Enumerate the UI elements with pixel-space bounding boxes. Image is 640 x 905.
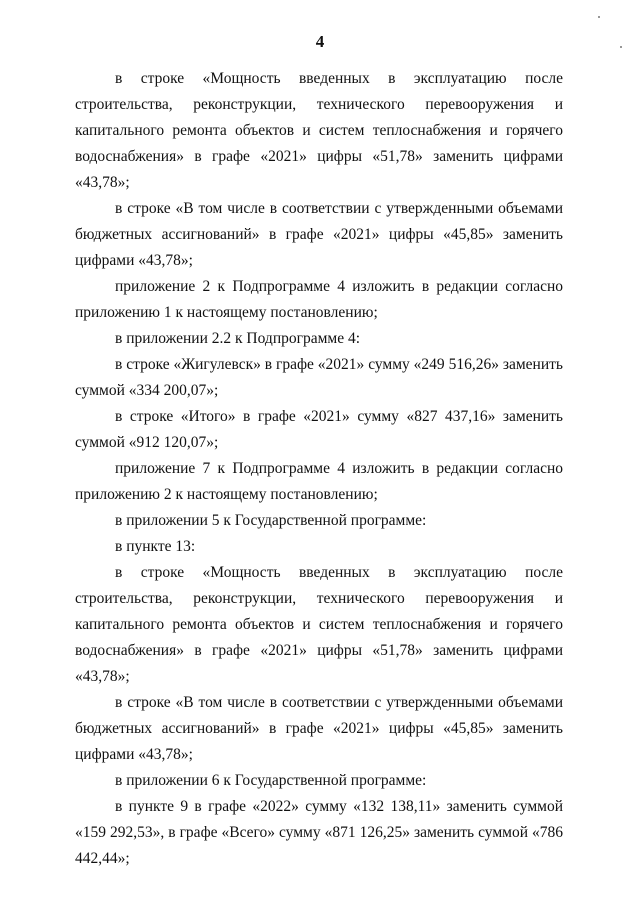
paragraph-13: в пункте 9 в графе «2022» сумму «132 138,11» заменить суммой «159 292,53», в графе «Всего» сумму «871 126,25» заменить суммой «786 442,44»; [75,798,563,867]
scan-speck-right [620,46,622,48]
document-body [75,66,563,872]
paragraph-8: в приложении 5 к Государственной программе: [115,512,427,529]
paragraph-10: в строке «Мощность введенных в эксплуатацию после строительства, реконструкции, технического перевооружения и капитального ремонта объектов и систем теплоснабжения и горячего водоснабжения» в графе «2021» цифры «51,78» заменить цифрами «43,78»; [75,564,563,685]
scan-speck-top-right [598,16,600,18]
paragraph-2: в строке «В том числе в соответствии с утвержденными объемами бюджетных ассигнований» в графе «2021» цифры «45,85» заменить цифрами «43,78»; [75,200,563,269]
page-number: 4 [315,32,325,51]
paragraph-4: в приложении 2.2 к Подпрограмме 4: [115,330,361,347]
paragraph-12: в приложении 6 к Государственной программе: [115,772,427,789]
paragraph-11: в строке «В том числе в соответствии с утвержденными объемами бюджетных ассигнований» в графе «2021» цифры «45,85» заменить цифрами «43,78»; [75,694,563,763]
paragraph-3: приложение 2 к Подпрограмме 4 изложить в редакции согласно приложению 1 к настоящему постановлению; [75,278,563,321]
paragraph-5: в строке «Жигулевск» в графе «2021» сумму «249 516,26» заменить суммой «334 200,07»; [75,356,563,399]
paragraph-1: в строке «Мощность введенных в эксплуатацию после строительства, реконструкции, технического перевооружения и капитального ремонта объектов и систем теплоснабжения и горячего водоснабжения» в графе «2021» цифры «51,78» заменить цифрами «43,78»; [75,70,563,191]
paragraph-7: приложение 7 к Подпрограмме 4 изложить в редакции согласно приложению 2 к настоящему постановлению; [75,460,563,503]
paragraph-6: в строке «Итого» в графе «2021» сумму «827 437,16» заменить суммой «912 120,07»; [75,408,563,451]
paragraph-9: в пункте 13: [115,538,196,555]
